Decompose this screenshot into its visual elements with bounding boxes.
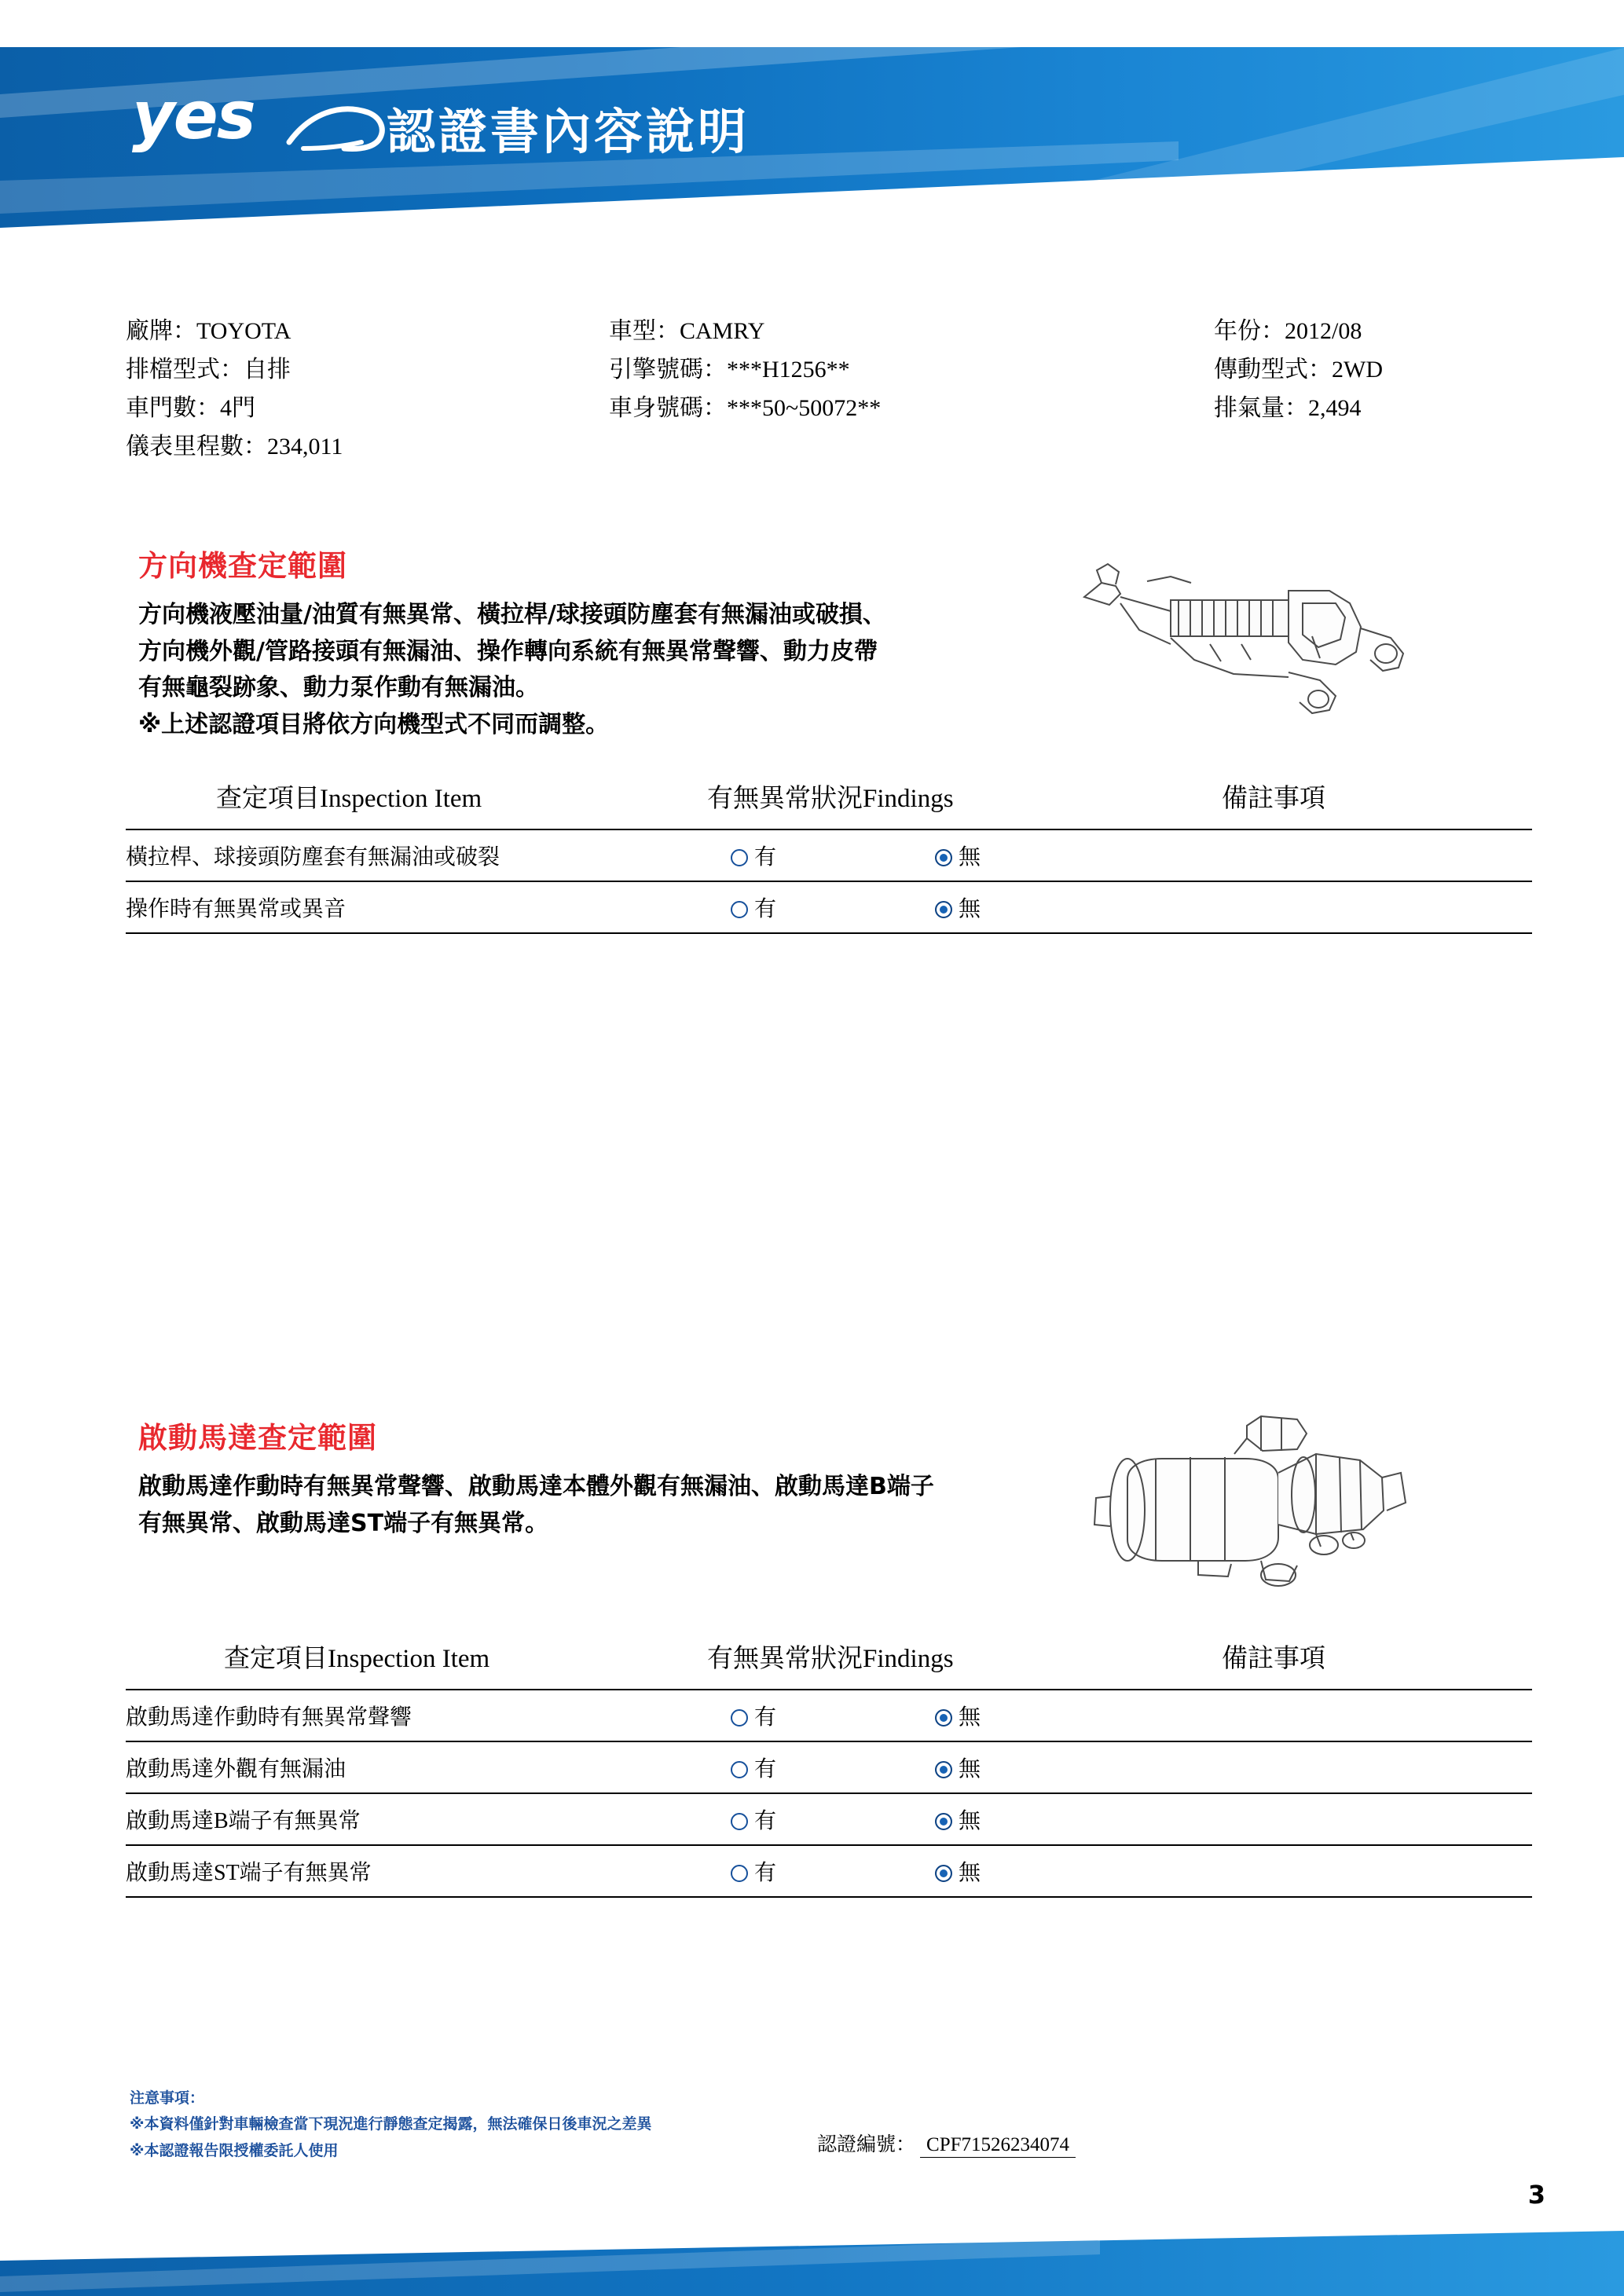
row-item: 啟動馬達ST端子有無異常 [126, 1845, 731, 1897]
page-title: 認證書內容說明 [387, 103, 750, 160]
header-findings-steering: 有無異常狀況Findings [707, 785, 954, 813]
steering-desc-line-4: ※上述認證項目將依方向機型式不同而調整。 [138, 710, 610, 738]
row-note [1124, 1845, 1532, 1897]
radio-yes[interactable] [731, 1865, 748, 1882]
yes-logo [132, 77, 368, 169]
radio-yes-label: 有 [754, 845, 777, 870]
row-option-yes[interactable] [731, 1690, 935, 1741]
header-inspection-item-steering: 查定項目Inspection Item [216, 785, 482, 813]
radio-no[interactable] [935, 849, 952, 866]
table-row [126, 881, 1532, 933]
radio-yes[interactable] [731, 849, 748, 866]
table-row [126, 1741, 1532, 1793]
row-option-no[interactable] [935, 1793, 1124, 1845]
certificate-number-label: 認證編號： [817, 2134, 916, 2155]
row-note [1124, 881, 1532, 933]
row-item: 啟動馬達外觀有無漏油 [126, 1741, 731, 1793]
info-displacement: 排氣量：2,494 [1214, 395, 1362, 421]
radio-yes-label: 有 [754, 897, 777, 921]
row-option-yes[interactable] [731, 1845, 935, 1897]
row-note [1124, 829, 1532, 881]
certificate-number-value: CPF71526234074 [920, 2134, 1076, 2158]
section-title-starter: 啟動馬達查定範圍 [138, 1421, 377, 1455]
row-option-no[interactable] [935, 1845, 1124, 1897]
info-transmission: 排檔型式：自排 [126, 357, 291, 383]
table-row [126, 1690, 1532, 1741]
table-row [126, 1845, 1532, 1897]
table-row [126, 829, 1532, 881]
radio-no-label: 無 [959, 845, 981, 870]
note-line-1: ※本資料僅針對車輛檢查當下現況進行靜態查定揭露，無法確保日後車況之差異 [130, 2115, 652, 2133]
row-option-yes[interactable] [731, 1793, 935, 1845]
row-note [1124, 1793, 1532, 1845]
row-item: 啟動馬達B端子有無異常 [126, 1793, 731, 1845]
radio-no-label: 無 [959, 1861, 981, 1885]
row-item: 啟動馬達作動時有無異常聲響 [126, 1690, 731, 1741]
footer-band [0, 2231, 1624, 2296]
vehicle-info-column-3 [1214, 313, 1383, 428]
row-option-no[interactable] [935, 1690, 1124, 1741]
car-swoosh-icon [286, 98, 388, 159]
radio-no[interactable] [935, 901, 952, 918]
radio-no-label: 無 [959, 1705, 981, 1730]
radio-no-label: 無 [959, 1757, 981, 1782]
radio-yes-label: 有 [754, 1861, 777, 1885]
steering-desc-line-3: 有無龜裂跡象、動力泵作動有無漏油。 [138, 674, 539, 701]
radio-no[interactable] [935, 1709, 952, 1727]
footer-notes [130, 2085, 651, 2164]
header-note-starter: 備註事項 [1222, 1645, 1325, 1673]
row-option-yes[interactable] [731, 829, 935, 881]
row-option-no[interactable] [935, 1741, 1124, 1793]
radio-yes[interactable] [731, 1709, 748, 1727]
steering-rack-illustration [1053, 542, 1422, 738]
info-model: 車型：CAMRY [609, 318, 765, 344]
inspection-table-starter [126, 1689, 1532, 1898]
row-note [1124, 1741, 1532, 1793]
info-brand: 廠牌：TOYOTA [126, 318, 291, 344]
vehicle-info-column-1 [126, 313, 343, 467]
row-item: 橫拉桿、球接頭防塵套有無漏油或破裂 [126, 829, 731, 881]
starter-desc-line-2: 有無異常、啟動馬達ST端子有無異常。 [138, 1509, 549, 1537]
header-note-steering: 備註事項 [1222, 785, 1325, 813]
header-inspection-item-starter: 查定項目Inspection Item [224, 1645, 490, 1673]
info-vin: 車身號碼：***50~50072** [609, 395, 882, 421]
table-row [126, 1793, 1532, 1845]
info-drivetrain: 傳動型式：2WD [1214, 357, 1383, 383]
radio-yes[interactable] [731, 1761, 748, 1778]
section-title-steering: 方向機查定範圍 [138, 549, 347, 583]
info-mileage: 儀表里程數：234,011 [126, 434, 343, 460]
info-doors: 車門數：4門 [126, 395, 255, 421]
logo-text: yes [132, 77, 255, 154]
certificate-number [817, 2129, 1076, 2157]
row-option-no[interactable] [935, 881, 1124, 933]
radio-yes[interactable] [731, 1813, 748, 1830]
section-description-steering [138, 597, 886, 743]
page-number: 3 [1527, 2180, 1545, 2210]
radio-yes[interactable] [731, 901, 748, 918]
starter-motor-illustration [1080, 1379, 1418, 1598]
row-item: 操作時有無異常或異音 [126, 881, 731, 933]
radio-no[interactable] [935, 1865, 952, 1882]
radio-yes-label: 有 [754, 1757, 777, 1782]
radio-no[interactable] [935, 1761, 952, 1778]
radio-no-label: 無 [959, 897, 981, 921]
radio-no[interactable] [935, 1813, 952, 1830]
info-year: 年份：2012/08 [1214, 318, 1362, 344]
steering-desc-line-2: 方向機外觀/管路接頭有無漏油、操作轉向系統有無異常聲響、動力皮帶 [138, 637, 878, 665]
section-description-starter [138, 1469, 934, 1542]
starter-desc-line-1: 啟動馬達作動時有無異常聲響、啟動馬達本體外觀有無漏油、啟動馬達B端子 [138, 1473, 934, 1500]
radio-yes-label: 有 [754, 1705, 777, 1730]
note-line-2: ※本認證報告限授權委託人使用 [130, 2141, 339, 2159]
info-engine-number: 引擎號碼：***H1256** [609, 357, 850, 383]
notes-title: 注意事項： [130, 2089, 205, 2107]
steering-desc-line-1: 方向機液壓油量/油質有無異常、橫拉桿/球接頭防塵套有無漏油或破損、 [138, 601, 886, 628]
row-note [1124, 1690, 1532, 1741]
header-findings-starter: 有無異常狀況Findings [707, 1645, 954, 1673]
radio-no-label: 無 [959, 1809, 981, 1833]
row-option-yes[interactable] [731, 881, 935, 933]
page-header [0, 0, 1624, 279]
row-option-yes[interactable] [731, 1741, 935, 1793]
row-option-no[interactable] [935, 829, 1124, 881]
radio-yes-label: 有 [754, 1809, 777, 1833]
inspection-table-steering [126, 829, 1532, 934]
vehicle-info-column-2 [609, 313, 881, 428]
